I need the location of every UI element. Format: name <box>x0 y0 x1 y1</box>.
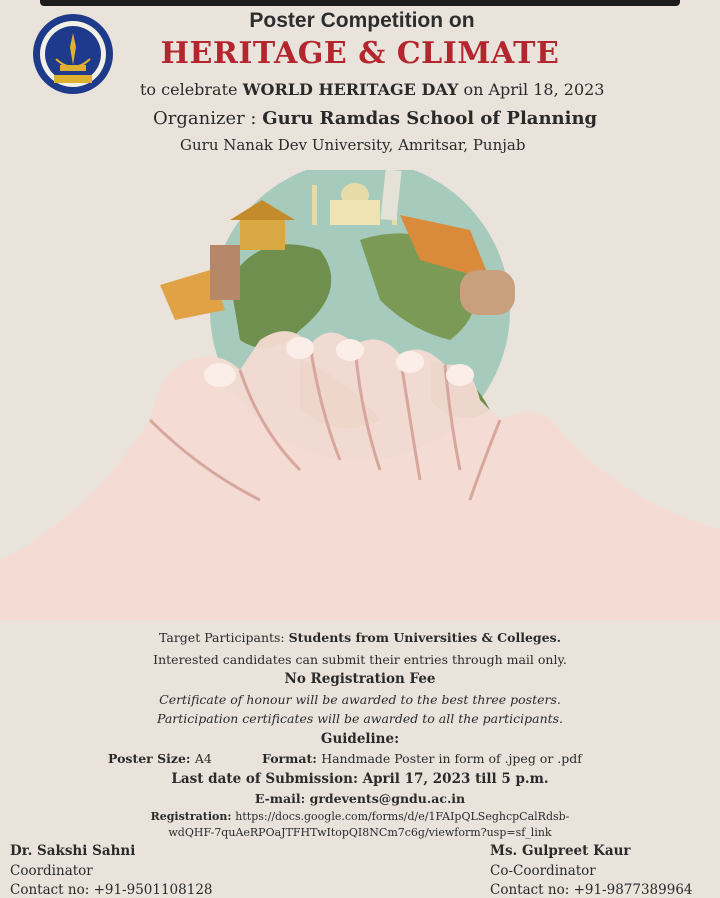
organizer-name: Guru Ramdas School of Planning <box>262 108 598 129</box>
university-line: Guru Nanak Dev University, Amritsar, Punjab <box>180 136 526 154</box>
mail-note: Interested candidates can submit their entries through mail only. <box>153 652 567 667</box>
email[interactable]: E-mail: grdevents@gndu.ac.in <box>254 791 466 806</box>
coordinator-name: Dr. Sakshi Sahni <box>10 843 136 859</box>
poster-format: Format: Handmade Poster in form of .jpeg or .pdf <box>262 751 582 766</box>
event-name: WORLD HERITAGE DAY <box>242 80 459 99</box>
certificate-all: Participation certificates will be awarded to all the participants. <box>156 711 564 726</box>
top-border <box>40 0 680 6</box>
co-coordinator-name: Ms. Gulpreet Kaur <box>490 843 631 859</box>
guideline-heading: Guideline: <box>320 731 400 747</box>
target-participants: Target Participants: Students from Universities & Colleges. <box>159 630 561 645</box>
coordinator-role: Coordinator <box>10 863 93 879</box>
no-fee: No Registration Fee <box>284 671 436 687</box>
co-coordinator-role: Co-Coordinator <box>490 863 596 879</box>
celebrate-line: to celebrate WORLD HERITAGE DAY on April 18, 2023 <box>140 80 605 99</box>
organizer-line: Organizer : Guru Ramdas School of Planning <box>153 108 598 129</box>
poster-title: HERITAGE & CLIMATE <box>160 36 560 71</box>
hands-globe-illustration <box>0 170 720 620</box>
poster-size: Poster Size: A4 <box>108 751 212 766</box>
registration-line-1[interactable]: Registration: https://docs.google.com/forms/d/e/1FAIpQLSeghcpCalRdsb- <box>150 810 570 823</box>
coordinator-phone: Contact no: +91-9501108128 <box>10 882 213 898</box>
registration-line-2[interactable]: wdQHF-7quAeRPOaJTFHTwItopQI8NCm7c6g/viewform?usp=sf_link <box>168 826 552 839</box>
certificate-best: Certificate of honour will be awarded to the best three posters. <box>159 692 561 707</box>
poster-heading: Poster Competition on <box>249 9 475 32</box>
last-date: Last date of Submission: April 17, 2023 till 5 p.m. <box>171 771 549 787</box>
co-coordinator-phone: Contact no: +91-9877389964 <box>490 882 693 898</box>
